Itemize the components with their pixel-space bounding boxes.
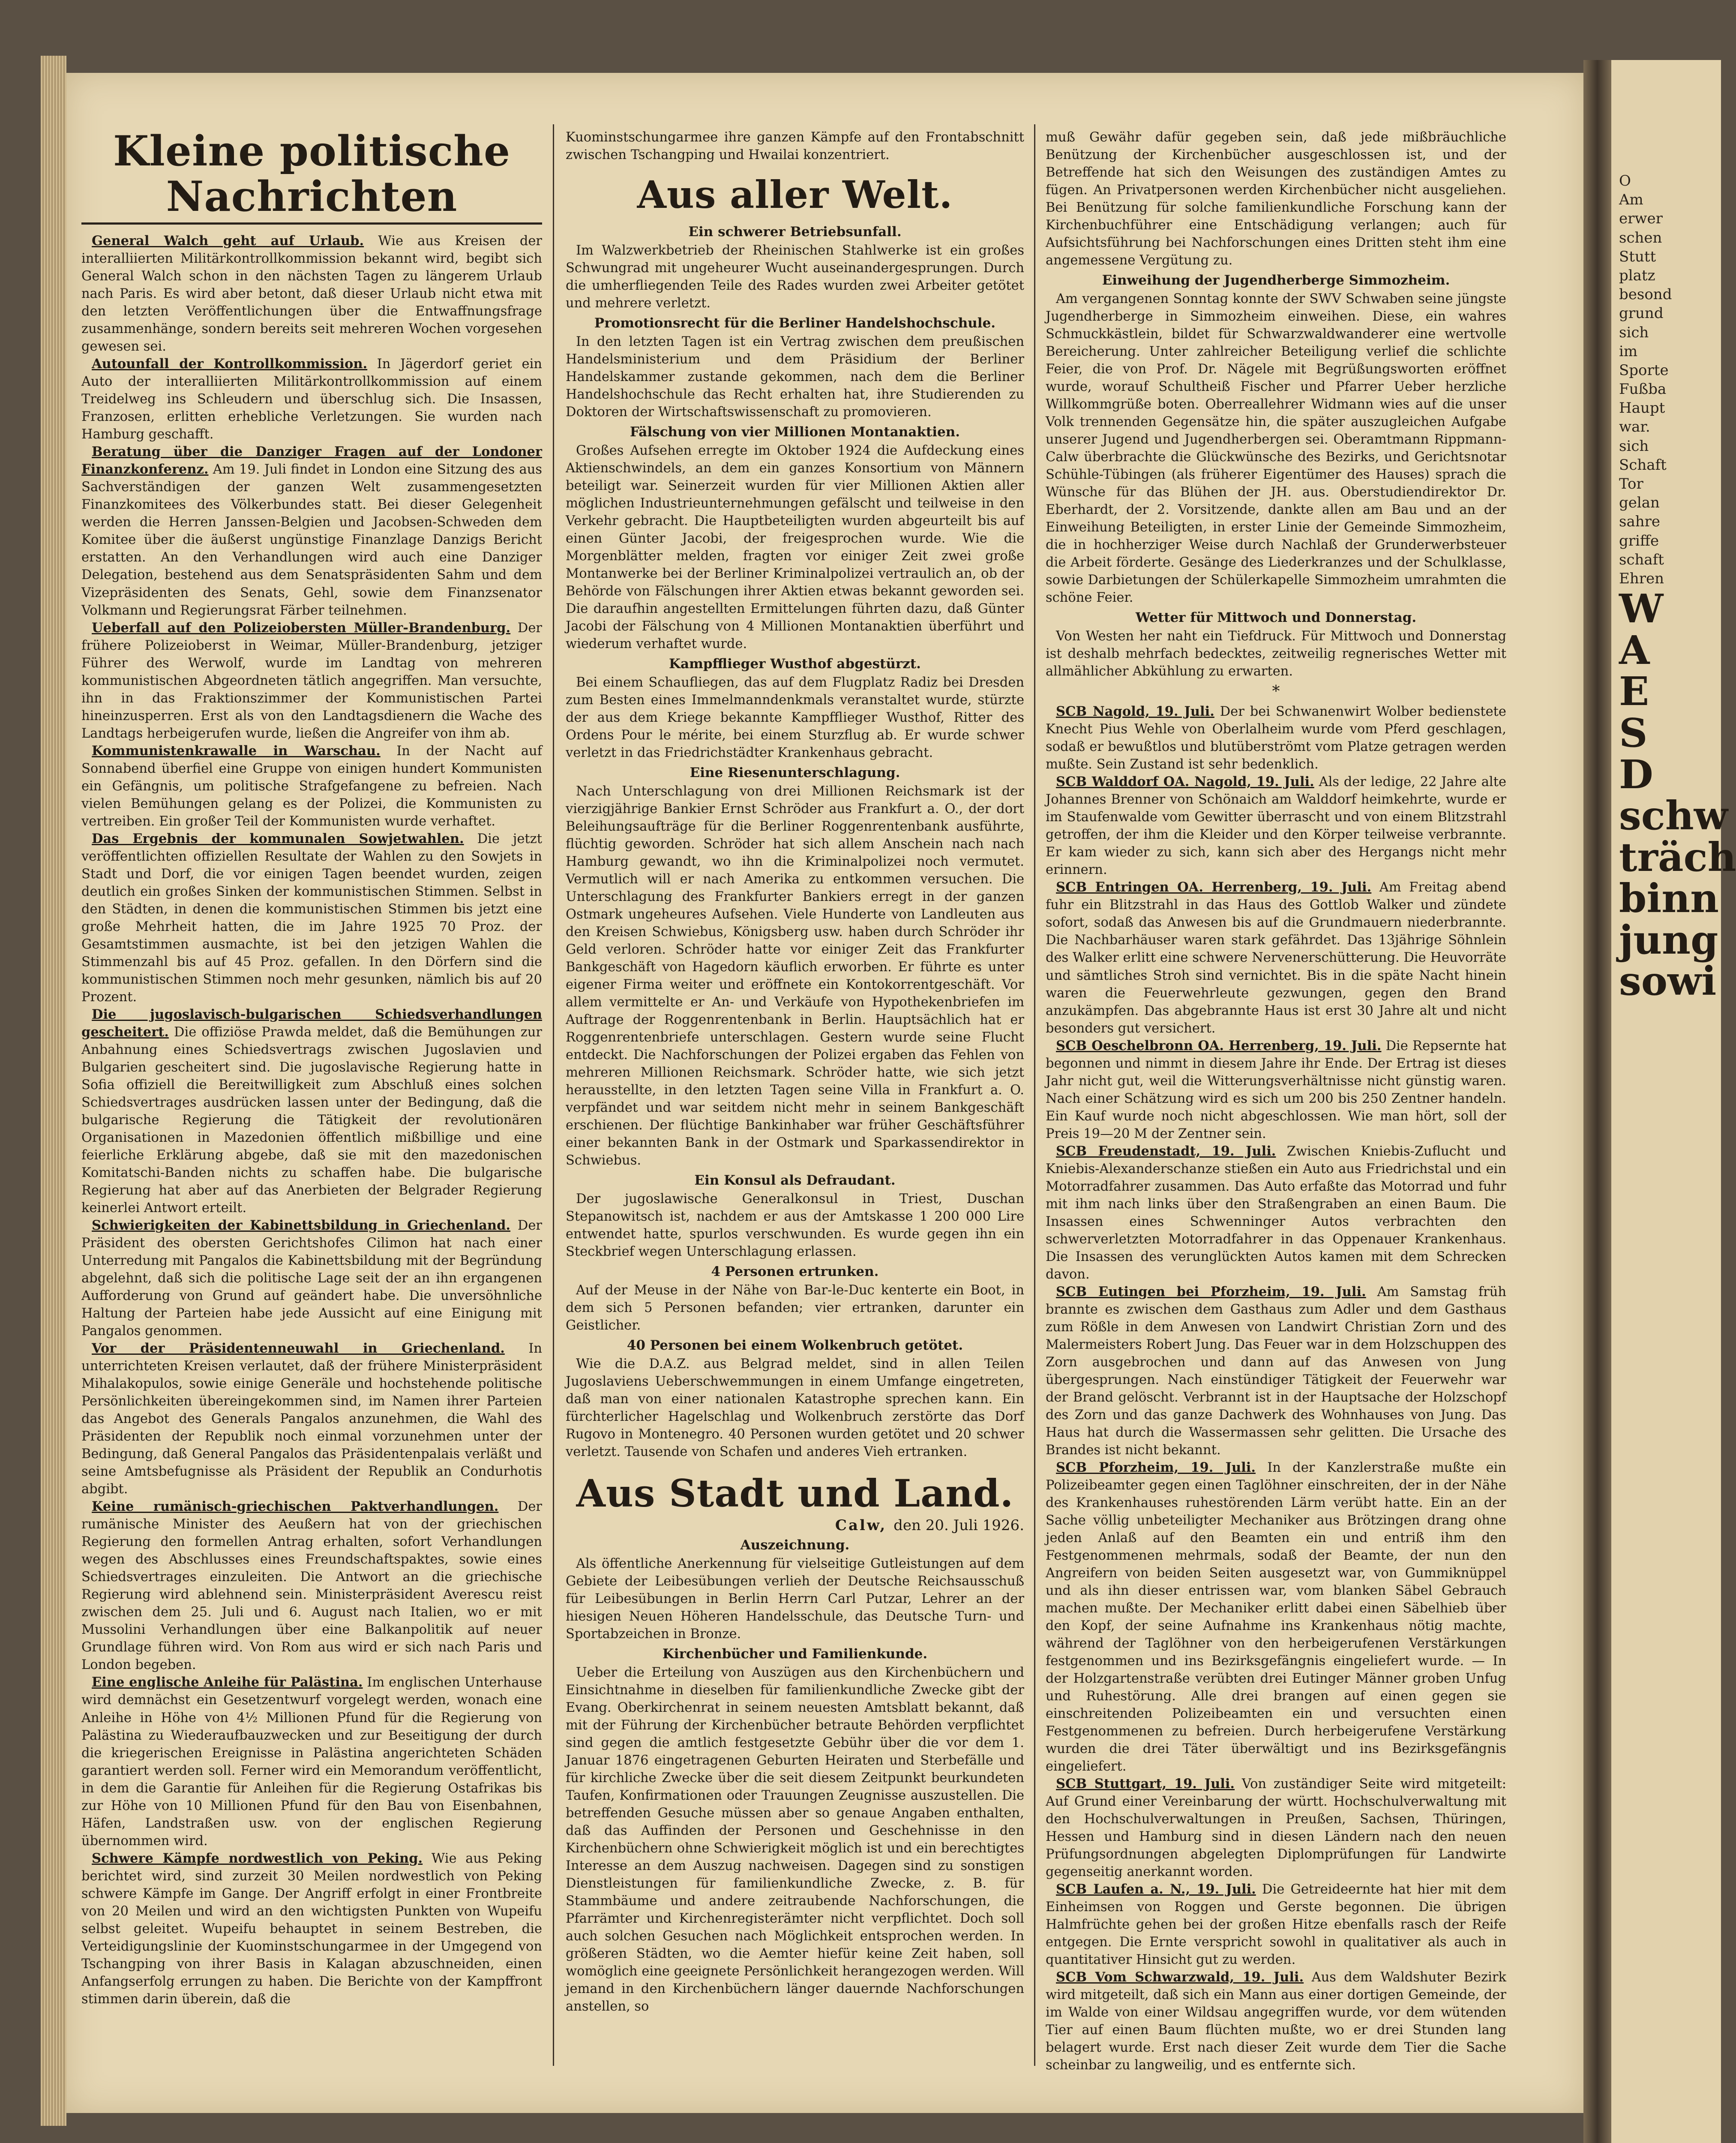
article-paragraph: Schwere Kämpfe nordwestlich von Peking. Wie aus Peking berichtet wird, sind zurzeit 30 Meilen nordwestlich von Peking schwere Kämpfe im Gange. Der Angriff erfolgt in einer Frontbreite von 20 Meilen und wird an den wichtigsten Punkten von Wupeifu selbst geleitet. Wupeifu behauptet in seinem Bestreben, die Verteidigungslinie der Kuominstschungarmee in der Umgegend von Tschangping von ihrer Basis in Kalagan abzuschneiden, einen Anfangserfolg errungen zu haben. Die Berichte von der Kampffront stimmen darin überein, daß die (81, 1850, 542, 2007)
dateline-date: den 20. Juli 1926. (893, 1516, 1024, 1534)
article-paragraph: Beratung über die Danziger Fragen auf der Londoner Finanzkonferenz. Am 19. Juli findet in London eine Sitzung des aus Sachverständigen der ganzen Welt zusammengesetzten Finanzkomitees des Völkerbundes statt. Bei dieser Gelegenheit werden die Herren Janssen-Belgien und Jacobsen-Schweden dem Komitee über die äußerst ungünstige Finanzlage Danzigs Bericht erstatten. An den Verhandlungen wird auch eine Danziger Delegation, bestehend aus dem Senatspräsidenten Sahm und dem Vizepräsidenten des Senats, Gehl, sowie dem Finanzsenator Volkmann und Regierungsrat Färber teilnehmen. (81, 444, 542, 618)
adjacent-headline-fragment: binn (1619, 875, 1719, 922)
article-headline: Promotionsrecht für die Berliner Handelshochschule. (594, 315, 996, 331)
adjacent-headline-fragment: sowi (1619, 958, 1717, 1005)
adjacent-text-fragment: Tor (1619, 475, 1643, 492)
article-paragraph: SCB Freudenstadt, 19. Juli. Zwischen Kniebis-Zuflucht und Kniebis-Alexanderschanze stießen ein Auto aus Friedrichstal und ein Motorradfahrer zusammen. Das Auto erfaßte das Motorrad und fuhr mit ihm nach links über den Straßengraben an einen Baum. Die Insassen eines Schwenninger Autos verbrachten den schwerverletzten Motorradfahrer in das Oppenauer Krankenhaus. Die Insassen des verunglückten Autos kamen mit dem Schrecken davon. (1046, 1143, 1507, 1282)
adjacent-text-fragment: besond (1619, 286, 1672, 303)
article-lead: Beratung über die Danziger Fragen auf der Londoner Finanzkonferenz. (81, 444, 542, 477)
article-lead: SCB Entringen OA. Herrenberg, 19. Juli. (1056, 879, 1372, 895)
adjacent-text-fragment: O (1619, 172, 1631, 189)
adjacent-headline-fragment: S (1619, 709, 1648, 756)
adjacent-text-fragment: Sporte (1619, 361, 1669, 379)
adjacent-text-fragment: im (1619, 342, 1638, 360)
adjacent-text-fragment: war. (1619, 418, 1650, 436)
article-paragraph: SCB Laufen a. N., 19. Juli. Die Getreideernte hat hier mit dem Einheimsen von Roggen und Gerste begonnen. Die übrigen Halmfrüchte gehen bei der großen Hitze ebenfalls rasch der Reife entgegen. Die Ernte verspricht sowohl in qualitativer als auch in quantitativer Hinsicht gut zu werden. (1046, 1882, 1506, 1968)
article-paragraph: SCB Entringen OA. Herrenberg, 19. Juli. Am Freitag abend fuhr ein Blitzstrahl in das Haus des Gottlob Walker und zündete sofort, sodaß das Anwesen bis auf die Grundmauern niederbrannte. Die Nachbarhäuser waren stark gefährdet. Das 13jährige Söhnlein des Walker erlitt eine schwere Nervenerschütterung. Die Heuvorräte und sämtliches Stroh sind vernichtet. Bis in die späte Nacht hinein waren die Feuerwehrleute gezwungen, gegen den Brand anzukämpfen. Das abgebrannte Haus ist erst 30 Jahre alt und nicht besonders gut versichert. (1046, 879, 1506, 1036)
adjacent-headline-fragment: W (1619, 585, 1664, 632)
article-lead: SCB Stuttgart, 19. Juli. (1056, 1776, 1235, 1792)
adjacent-text-fragment: sahre (1619, 513, 1660, 531)
adjacent-text-fragment: schaft (1619, 551, 1664, 568)
column-world-news (566, 129, 1024, 2066)
report-list (1046, 703, 1506, 2074)
article-paragraph: Keine rumänisch-griechischen Paktverhandlungen. Der rumänische Minister des Aeußern hat von der griechischen Regierung den formellen Antrag erhalten, sofort Verhandlungen wegen des Abschlusses eines Freundschaftspaktes, sowie eines Schiedsvertrages einzuleiten. Die Antwort an die griechische Regierung wird ablehnend sein. Ministerpräsident Averescu reist zwischen dem 25. Juli und 6. August nach Italien, wo er mit Mussolini Verhandlungen über eine Balkanpolitik auf neuer Grundlage führen wird. Von Rom aus wird er sich nach Paris und London begeben. (81, 1499, 542, 1673)
adjacent-headline-fragment: träch (1619, 834, 1736, 880)
column-rule (553, 124, 554, 2066)
article-paragraph: SCB Eutingen bei Pforzheim, 19. Juli. Am Samstag früh brannte es zwischen dem Gasthaus zum Adler und dem Gasthaus zum Rößle in dem Anwesen von Landwirt Christian Zorn und des Malermeisters Robert Jung. Das Feuer war in dem Holzschuppen des Zorn ausgebrochen und dann auf das Anwesen von Jung übergesprungen. Nach einstündiger Tätigkeit der Feuerwehr war der Brand gelöscht. Verbrannt ist in der Hauptsache der Holzschopf des Zorn und das ganze Dachwerk des Wohnhauses von Jung. Das Haus hat durch die Wassermassen sehr gelitten. Die Ursache des Brandes ist nicht bekannt. (1046, 1284, 1506, 1458)
article-lead: Schwere Kämpfe nordwestlich von Peking. (92, 1850, 423, 1866)
article-body: Bei einem Schaufliegen, das auf dem Flugplatz Radiz bei Dresden zum Besten eines Immelmanndenkmals veranstaltet wurde, stürzte der aus dem Kriege bekannte Kampfflieger Wusthof, Ritter des Ordens Pour le mérite, bei einem Sturzflug ab. Er wurde schwer verletzt in das Friedrichstädter Krankenhaus gebracht. (566, 675, 1024, 760)
article-body: Von Westen her naht ein Tiefdruck. Für Mittwoch und Donnerstag ist deshalb mehrfach bedecktes, zeitweilig regnerisches Wetter mit allmählicher Abkühlung zu erwarten. (1046, 629, 1506, 679)
article-body: Als öffentliche Anerkennung für vielseitige Gutleistungen auf dem Gebiete der Leibesübungen verlieh der Deutsche Reichsausschuß für Leibesübungen in Berlin Herrn Carl Putzar, Lehrer an der hiesigen Neuen Höheren Handelsschule, das Deutsche Turn- und Sportabzeichen in Bronze. (566, 1556, 1024, 1642)
article-headline: Einweihung der Jugendherberge Simmozheim. (1102, 273, 1450, 288)
article-paragraph: Die jugoslavisch-bulgarischen Schiedsverhandlungen gescheitert. Die offiziöse Prawda meldet, daß die Bemühungen zur Anbahnung eines Schiedsvertrags zwischen Jugoslavien und Bulgarien gescheitert sind. Die jugoslavische Regierung hatte in Sofia offiziell die Bereitwilligkeit zum Abschluß eines solchen Schiedsvertrages ausdrücken lassen unter der Bedingung, daß die bulgarische Regierung die Tätigkeit der revolutionären Organisationen in Mazedonien öffentlich mißbillige und eine feierliche Erklärung abgebe, daß sie mit den mazedonischen Komitatschi-Banden nichts zu schaffen habe. Die bulgarische Regierung hat aber auf das Anerbieten der Belgrader Regierung keinerlei Antwort erteilt. (81, 1006, 542, 1216)
article-lead: SCB Eutingen bei Pforzheim, 19. Juli. (1056, 1284, 1366, 1300)
article-lead: SCB Nagold, 19. Juli. (1056, 704, 1214, 720)
article-continuation: Kuominstschungarmee ihre ganzen Kämpfe auf den Frontabschnitt zwischen Tschangping und Hwailai konzentriert. (566, 130, 1024, 163)
newspaper-page (66, 73, 1583, 2113)
article-headline: Eine Riesenunterschlagung. (690, 765, 900, 780)
article-paragraph: General Walch geht auf Urlaub. Wie aus Kreisen der interalliierten Militärkontrollkommission bekannt wird, begibt sich General Walch schon in den nächsten Tagen zu längerem Urlaub nach Paris. Es wird aber betont, daß dieser Urlaub nicht etwa mit den letzten Veröffentlichungen über die Entwaffnungsfrage zusammenhänge, sondern bereits seit mehreren Wochen vorgesehen gewesen sei. (81, 233, 543, 354)
article-lead: Eine englische Anleihe für Palästina. (92, 1675, 363, 1690)
article-lead: SCB Walddorf OA. Nagold, 19. Juli. (1056, 774, 1314, 790)
adjacent-text-fragment: Haupt (1619, 399, 1665, 417)
article-paragraph: SCB Vom Schwarzwald, 19. Juli. Aus dem Waldshuter Bezirk wird mitgeteilt, daß sich ein Mann aus einer dortigen Gemeinde, der im Walde von einer Wildsau angegriffen wurde, vor dem wütenden Tier auf einen Baum flüchten mußte, wo er drei Stunden lang belagert wurde. Erst nach dieser Zeit wurde dem Tier die Sache scheinbar zu langweilig, und es entfernte sich. (1046, 1969, 1506, 2073)
article-paragraph: SCB Pforzheim, 19. Juli. In der Kanzlerstraße mußte ein Polizeibeamter gegen einen Taglöhner einschreiten, der in der Nähe des Krankenhauses ruhestörenden Lärm verübt hatte. Ein an der Sache völlig unbeteiligter Mechaniker aus Brötzingen drang ohne jeden Anlaß auf den Beamten ein und entriß ihm den Festgenommenen mehrmals, sodaß der Beamte, der nun den Angreifern von beiden Seiten ausgesetzt war, von Gummiknüppel und als ihn dieser entrissen war, vom blanken Säbel Gebrauch machen mußte. Der Mechaniker erlitt dabei einen Säbelhieb über den Kopf, der seine Aufnahme ins Krankenhaus nötig machte, während der Taglöhner von den herbeigerufenen Verstärkungen festgenommen und ins Bezirksgefängnis eingeliefert wurde. — In der Holzgartenstraße verübten drei Eutinger Männer groben Unfug und Ruhestörung. Alle drei brangen auf einen gegen sie einschreitenden Polizeibeamten ein und versuchten einen Festgenommenen zu befreien. Durch herbeigerufene Verstärkung wurden die drei Täter überwältigt und ins Bezirksgefängnis eingeliefert. (1046, 1459, 1506, 1774)
article-headline: Wetter für Mittwoch und Donnerstag. (1135, 610, 1417, 626)
adjacent-text-fragment: Am (1619, 191, 1643, 209)
article-lead: Autounfall der Kontrollkommission. (92, 356, 368, 372)
section-title-local: Aus Stadt und Land. (576, 1471, 1014, 1516)
adjacent-page-fragments (1619, 171, 1736, 1005)
article-paragraph: SCB Stuttgart, 19. Juli. Von zuständiger Seite wird mitgeteilt: Auf Grund einer Vereinbarung der württ. Hochschulverwaltung mit den Hochschulverwaltungen in Preußen, Sachsen, Thüringen, Hessen und Hamburg sind in diesen Ländern nach den neuen Prüfungsordnungen abgelegten Diplomprüfungen für Landwirte gegenseitig anerkannt worden. (1046, 1776, 1506, 1880)
article-body: Ueber die Erteilung von Auszügen aus den Kirchenbüchern und Einsichtnahme in dieselben für familienkundliche Zwecke gibt der Evang. Oberkirchenrat in seinem neuesten Amtsblatt bekannt, daß mit der Führung der Kirchenbücher betraute Behörden verpflichtet sind gegen die amtlich festgesetzte Gebühr über die vor dem 1. Januar 1876 eingetragenen Geburten Heiraten und Sterbefälle und für kirchliche Zwecke über die seit diesem Zeitpunkt beurkundeten Taufen, Konfirmationen oder Trauungen Zeugnisse auszustellen. Die betreffenden Gesuche müssen aber so genaue Angaben enthalten, daß das Auffinden der Personen und Geschehnisse in den Kirchenbüchern ohne Schwierigkeit möglich ist und ein berechtigtes Interesse an dem Auszug nachweisen. Dagegen sind zu sonstigen Dienstleistungen für familienkundliche Zwecke, z. B. für Stammbäume und andere zeitraubende Nachforschungen, die Pfarrämter und Kirchenregisterämter nicht verpflichtet. Doch soll auch solchen Gesuchen nach Möglichkeit entsprochen werden. In größeren Städten, wo die Aemter hiefür keine Zeit haben, soll womöglich eine geeignete Persönlichkeit herangezogen werden. Will jemand in den Kirchenbüchern länger dauernde Nachforschungen anstellen, so (566, 1665, 1024, 2014)
adjacent-headline-fragment: E (1619, 668, 1649, 715)
article-list (81, 232, 542, 2008)
page-stack-edge (41, 56, 66, 2126)
article-paragraph: Vor der Präsidentenneuwahl in Griechenland. In unterrichteten Kreisen verlautet, daß der frühere Ministerpräsident Mihalakopulos, sowie einige Generäle und hochstehende politische Persönlichkeiten übereingekommen sind, im Namen ihrer Parteien das Angebot des Generals Pangalos anzunehmen, die Wahl des Präsidenten der Republik noch einmal vorzunehmen unter der Bedingung, daß General Pangalos das Präsidentenpalais verläßt und seine Amtsbefugnisse als Präsident der Republik an Condurhotis abgibt. (81, 1341, 542, 1497)
article-paragraph: Schwierigkeiten der Kabinettsbildung in Griechenland. Der Präsident des obersten Gerichtshofes Cilimon hat nach einer Unterredung mit Pangalos die Kabinettsbildung mit der Begründung abgelehnt, daß sich die politische Lage seit der an ihn ergangenen Aufforderung von Grund auf geändert habe. Die unversöhnliche Haltung der Parteien habe jede Aussicht auf eine Einigung mit Pangalos genommen. (81, 1218, 542, 1339)
article-body: Großes Aufsehen erregte im Oktober 1924 die Aufdeckung eines Aktienschwindels, an dem ein ganzes Konsortium von Männern beteiligt war. Seinerzeit wurden für vier Millionen Aktien aller möglichen Industrieunternehmungen gefälscht und teilweise in den Verkehr gebracht. Die Hauptbeteiligten wurden abgeurteilt bis auf einen Günter Jacobi, der freigesprochen wurde. Wie die Morgenblätter melden, fragten vor einiger Zeit zwei große Montanwerke bei der Berliner Kriminalpolizei vertraulich an, ob der Behörde von Fälschungen ihrer Aktien etwas bekannt geworden sei. Die daraufhin angestellten Ermittelungen führten dazu, daß Günter Jacobi der Fälschung von 4 Millionen Montanaktien überführt und wiederum verhaftet wurde. (566, 443, 1024, 651)
adjacent-text-fragment: Ehren (1619, 570, 1664, 587)
article-lead: SCB Laufen a. N., 19. Juli. (1056, 1882, 1256, 1897)
section-title-world: Aus aller Welt. (637, 172, 953, 217)
adjacent-text-fragment: platz (1619, 267, 1655, 284)
adjacent-headline-fragment: A (1619, 627, 1650, 673)
article-list (1046, 272, 1506, 680)
article-lead: SCB Pforzheim, 19. Juli. (1056, 1459, 1256, 1475)
column-politics (81, 129, 542, 2066)
article-headline: Ein Konsul als Defraudant. (694, 1173, 896, 1189)
article-body: Im Walzwerkbetrieb der Rheinischen Stahlwerke ist ein großes Schwungrad mit ungeheurer Wucht auseinandergesprungen. Durch die umherfliegenden Teile des Rades wurden zwei Arbeiter getötet und mehrere verletzt. (566, 243, 1024, 311)
article-lead: Das Ergebnis der kommunalen Sowjetwahlen. (92, 831, 464, 846)
adjacent-headline-fragment: jung (1619, 916, 1718, 963)
article-paragraph: Ueberfall auf den Polizeiobersten Müller-Brandenburg. Der frühere Polizeioberst in Weimar, Müller-Brandenburg, jetziger Führer des Werwolf, wurde im Landtag von mehreren kommunistischen Abgeordneten tätlich angegriffen. Man versuchte, ihn in das Fraktionszimmer der Kommunistischen Partei hineinzusperren. Erst als von den Landtagsdienern die Wache des Landtags herbeigerufen wurde, ließen die Angreifer von ihm ab. (81, 620, 542, 741)
book-gutter (1583, 60, 1611, 2143)
article-lead: General Walch geht auf Urlaub. (92, 233, 364, 249)
article-lead: SCB Vom Schwarzwald, 19. Juli. (1056, 1969, 1304, 1985)
adjacent-text-fragment: griffe (1619, 532, 1659, 549)
article-paragraph: Autounfall der Kontrollkommission. In Jägerdorf geriet ein Auto der interalliierten Militärkontrollkommission auf einem Treidelweg ins Schleudern und überschlug sich. Die Insassen, Franzosen, erlitten erhebliche Verletzungen. Sie wurden nach Hamburg geschafft. (81, 356, 542, 442)
adjacent-text-fragment: sich (1619, 324, 1649, 341)
article-paragraph: Eine englische Anleihe für Palästina. Im englischen Unterhause wird demnächst ein Gesetzentwurf vorgelegt werden, wonach eine Anleihe in Höhe von 4½ Millionen Pfund für die Regierung von Palästina zu Wiederaufbauzwecken und zur Beseitigung der durch die kriegerischen Ereignisse in Palästina angerichteten Schäden garantiert werden soll. Ferner wird ein Memorandum veröffentlicht, in dem die Garantie für Anleihen für die Regierung Ostafrikas bis zur Höhe von 10 Millionen Pfund für den Bau von Eisenbahnen, Häfen, Landstraßen usw. von der englischen Regierung übernommen wird. (81, 1675, 542, 1849)
article-headline: Kampfflieger Wusthof abgestürzt. (669, 656, 921, 672)
article-lead: Schwierigkeiten der Kabinettsbildung in Griechenland. (92, 1218, 511, 1234)
adjacent-text-fragment: Fußba (1619, 381, 1667, 398)
adjacent-text-fragment: sich (1619, 437, 1649, 455)
article-headline: Fälschung von vier Millionen Montanaktien. (630, 424, 960, 440)
article-body: Nach Unterschlagung von drei Millionen Reichsmark ist der vierzigjährige Bankier Ernst Schröder aus Frankfurt a. O., der dort Beleihungsaufträge für die Berliner Roggenrentenbank ausführte, flüchtig geworden. Schröder hat sich allem Anschein nach nach Hamburg gewandt, wo ihn die Kriminalpolizei noch vermutet. Vermutlich will er nach Amerika zu entkommen versuchen. Die Unterschlagung des Frankfurter Bankiers erregt in der ganzen Ostmark ungeheures Aufsehen. Viele Hunderte von Landleuten aus den Kreisen Schwiebus, Königsberg usw. haben durch Schröder ihr Geld verloren. Schröder hatte vor einiger Zeit das Frankfurter Bankgeschäft von Hagedorn käuflich erworben. Er führte es unter eigener Firma weiter und eröffnete ein Kontokorrentgeschäft. Vor allem vermittelte er An- und Verkäufe von Hypothekenbriefen im Auftrage der Roggenrentenbank in Berlin. Hauptsächlich hat er Roggenrentenbriefe unterschlagen. Gestern wurde seine Flucht entdeckt. Die Nachforschungen der Polizei ergaben das Fehlen von mehreren Millionen Reichsmark. Schröder hatte, wie sich jetzt herausstellte, in den letzten Tagen seine Villa in Frankfurt a. O. verpfändet und war seitdem nicht mehr in seinem Bankgeschäft erschienen. Der flüchtige Bankinhaber war früher Geschäftsführer einer bekannten Bank in der Ostmark und Sparkassendirektor in Schwiebus. (566, 783, 1024, 1168)
article-list (566, 1537, 1024, 2015)
dateline-place: Calw, (835, 1516, 887, 1534)
article-headline: Ein schwerer Betriebsunfall. (688, 224, 902, 240)
article-body: Am vergangenen Sonntag konnte der SWV Schwaben seine jüngste Jugendherberge in Simmozheim einweihen. Diese, ein wahres Schmuckkästlein, bildet für Schwarzwaldwanderer eine wertvolle Bereicherung. Unter zahlreicher Beteiligung verlief die schlichte Feier, die von Prof. Dr. Nägele mit Begrüßungsworten eröffnet wurde, worauf Schultheiß Fischer und Pfarrer Ueber herzliche Willkommgrüße boten. Oberreallehrer Widmann wies auf die unser Volk trennenden Gegensätze hin, die später auszugleichen Aufgabe unserer Jugend und Jugendherbergen sei. Oberamtmann Rippmann-Calw überbrachte die Glückwünsche des Bezirks, und Gerichtsnotar Schühle-Tübingen (als früherer Eigentümer des Hauses) sprach die Wünsche für das Blühen der JH. aus. Oberstudiendirektor Dr. Eberhardt, der 2. Vorsitzende, dankte allen am Bau und an der Einweihung Beteiligten, in erster Linie der Gemeinde Simmozheim, die in hochherziger Weise durch Nachlaß der Grunderwerbsteuer die Arbeit förderte. Gesänge des Liederkranzes und der Schulklasse, sowie Darbietungen der Schülerkapelle Simmozheim umrahmten die schöne Feier. (1046, 291, 1506, 606)
article-headline: Auszeichnung. (740, 1537, 850, 1553)
article-headline: 40 Personen bei einem Wolkenbruch getötet. (627, 1338, 963, 1354)
article-lead: SCB Freudenstadt, 19. Juli. (1056, 1143, 1276, 1159)
article-body: Der jugoslawische Generalkonsul in Triest, Duschan Stepanowitsch ist, nachdem er aus der Amtskasse 1 200 000 Lire entwendet hatte, spurlos verschwunden. Es wurde gegen ihn ein Steckbrief wegen Unterschlagung erlassen. (566, 1192, 1024, 1260)
article-body: Auf der Meuse in der Nähe von Bar-le-Duc kenterte ein Boot, in dem sich 5 Personen befanden; vier ertranken, darunter ein Geistlicher. (566, 1282, 1024, 1333)
article-paragraph: Das Ergebnis der kommunalen Sowjetwahlen. Die jetzt veröffentlichten offiziellen Resultate der Wahlen zu den Sowjets in Stadt und Dorf, die vor einigen Tagen beendet wurden, zeigen deutlich ein großes Sinken der kommunistischen Stimmen. Selbst in den Städten, in denen die kommunistischen Stimmen bis jetzt eine große Mehrheit hatten, die im Jahre 1925 70 Proz. der Gesamtstimmen ausmachte, ist bei den jetzigen Wahlen die Stimmenzahl bis auf 45 Proz. gefallen. In den Dörfern sind die kommunistischen Stimmen noch mehr gesunken, nämlich bis auf 20 Prozent. (81, 831, 542, 1005)
article-paragraph: SCB Walddorf OA. Nagold, 19. Juli. Als der ledige, 22 Jahre alte Johannes Brenner von Schönaich am Walddorf heimkehrte, wurde er im Staufenwalde vom Gewitter überrascht und von einem Blitzstrahl getroffen, der ihm die Kleider und den Körper teilweise verbrannte. Er kam wieder zu sich, kann sich aber des Hergangs nicht mehr erinnern. (1046, 774, 1506, 878)
section-title-politics: Kleine politische Nachrichten (81, 129, 542, 225)
adjacent-text-fragment: gelan (1619, 494, 1660, 512)
article-body: Wie die D.A.Z. aus Belgrad meldet, sind in allen Teilen Jugoslaviens Ueberschwemmungen in einem Umfange eingetreten, daß man von einer nationalen Katastrophe sprechen kann. Ein fürchterlicher Hagelschlag und Wolkenbruch zerstörte das Dorf Rugovo in Montenegro. 40 Personen wurden getötet und 20 schwer verletzt. Tausende von Schafen und anderes Vieh ertranken. (566, 1356, 1024, 1460)
adjacent-headline-fragment: D (1619, 751, 1653, 798)
adjacent-text-fragment: Stutt (1619, 248, 1656, 265)
article-lead: SCB Oeschelbronn OA. Herrenberg, 19. Juli. (1056, 1038, 1382, 1053)
article-lead: Ueberfall auf den Polizeiobersten Müller-Brandenburg. (92, 620, 511, 636)
adjacent-text-fragment: grund (1619, 305, 1664, 322)
adjacent-text-fragment: schen (1619, 229, 1662, 246)
adjacent-page (1611, 60, 1736, 2143)
adjacent-text-fragment: erwer (1619, 210, 1663, 228)
article-lead: Die jugoslavisch-bulgarischen Schiedsverhandlungen gescheitert. (81, 1006, 542, 1040)
adjacent-text-fragment: Schaft (1619, 456, 1667, 474)
dateline (566, 1517, 1024, 1534)
article-paragraph: Kommunistenkrawalle in Warschau. In der Nacht auf Sonnabend überfiel eine Gruppe von einigen hundert Kommunisten ein Gefängnis, um politische Strafgefangene zu befreien. Nach vielen Bemühungen gelang es der Polizei, die Kommunisten zu vertreiben. Ein großer Teil der Kommunisten wurde verhaftet. (81, 743, 542, 829)
article-headline: Kirchenbücher und Familienkunde. (662, 1646, 928, 1662)
article-headline: 4 Personen ertrunken. (711, 1264, 879, 1280)
article-lead: Keine rumänisch-griechischen Paktverhandlungen. (92, 1499, 499, 1515)
article-lead: Kommunistenkrawalle in Warschau. (92, 743, 381, 759)
article-paragraph: SCB Nagold, 19. Juli. Der bei Schwanenwirt Wolber bedienstete Knecht Pius Wehle von Oberlalheim wurde vom Pferd geschlagen, sodaß er bewußtlos und blutüberströmt vom Platze getragen werden mußte. Sein Zustand ist sehr bedenklich. (1046, 704, 1506, 772)
article-continuation: muß Gewähr dafür gegeben sein, daß jede mißbräuchliche Benützung der Kirchenbücher ausgeschlossen ist, und der Betreffende hat sich den Weisungen des zuständigen Amtes zu fügen. An Privatpersonen werden Kirchenbücher nicht ausgeliehen. Bei Benützung für solche familienkundliche Forschung kann der Kirchenbuchführer eine Entschädigung verlangen; auch für Aufsichtsführung bei Nachforschungen eines Dritten steht ihm eine angemessene Vergütung zu. (1046, 130, 1506, 268)
article-body: In den letzten Tagen ist ein Vertrag zwischen dem preußischen Handelsministerium und dem Präsidium der Berliner Handelskammer zustande gekommen, nach dem die Berliner Handelshochschule das Recht erhalten hat, ihre Studierenden zu Doktoren der Wirtschaftswissenschaft zu promovieren. (566, 334, 1024, 420)
column-rule (1034, 124, 1035, 2066)
article-list (566, 223, 1024, 1461)
separator-star: * (1272, 683, 1280, 701)
adjacent-headline-fragment: schw (1619, 792, 1728, 839)
article-paragraph: SCB Oeschelbronn OA. Herrenberg, 19. Juli. Die Repsernte hat begonnen und nimmt in diesem Jahre ihr Ende. Der Ertrag ist dieses Jahr nicht gut, weil die Witterungsverhältnisse nicht günstig waren. Nach einer Schätzung wird es sich um 200 bis 250 Zentner handeln. Ein Kauf wurde noch nicht abgeschlossen. Wie man hört, soll der Preis 19—20 M der Zentner sein. (1046, 1038, 1507, 1141)
column-local-news (1046, 129, 1507, 2073)
article-lead: Vor der Präsidentenneuwahl in Griechenland. (92, 1341, 505, 1357)
